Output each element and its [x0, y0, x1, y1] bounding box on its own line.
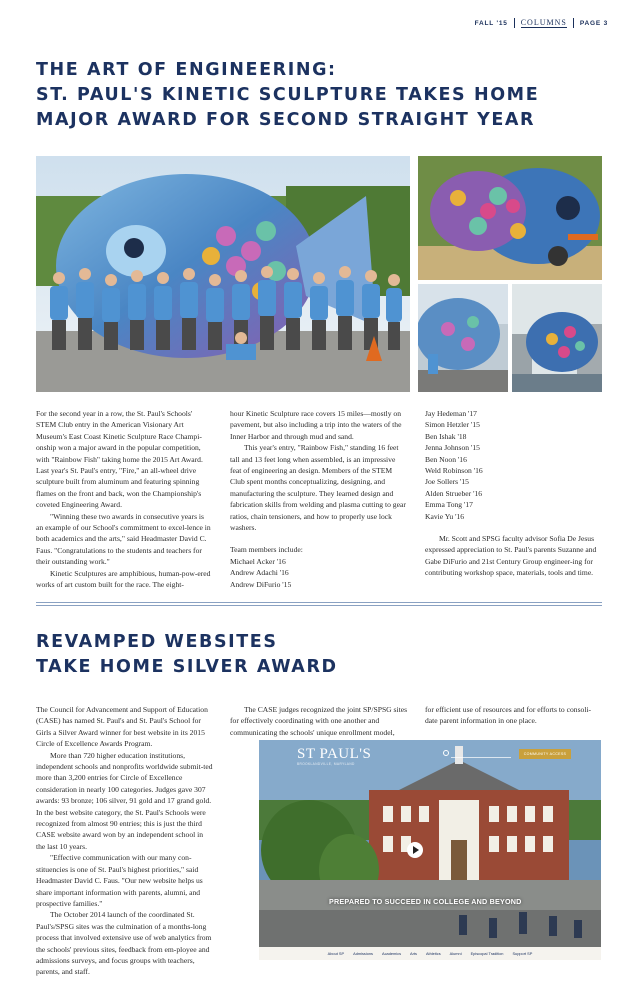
team-member: Andrew Adachi '16 [230, 568, 289, 578]
team-member: Joe Sollers '15 [425, 477, 469, 487]
search-icon[interactable] [443, 750, 449, 756]
community-access-button[interactable]: COMMUNITY ACCESS [519, 749, 571, 759]
paragraph: The Council for Advancement and Support of Education (CASE) has named St. Paul's and St. Paul's School for Girls a Silver Award winner for best website in its 2015 Circle of Excellence Awards Program. [36, 705, 208, 749]
paragraph: The CASE judges recognized the joint SP/SPSG sites for effectively coordinating with one another and communicating the schools' unique enrollment model, [230, 705, 408, 737]
team-heading: Team members include: [230, 545, 303, 555]
sculpture-harbor-photo [512, 284, 602, 392]
team-member: Ben Ishak '18 [425, 431, 467, 441]
team-member: Alden Strueber '16 [425, 488, 483, 498]
article2-title-line: TAKE HOME SILVER AWARD [36, 657, 338, 677]
team-photo [36, 156, 410, 392]
page-number: PAGE 3 [579, 19, 608, 27]
website-screenshot [259, 740, 601, 960]
article2-column-3 [425, 704, 603, 727]
team-member: Andrew DiFurio '15 [230, 579, 292, 589]
search-input[interactable] [451, 750, 511, 758]
article1-title [36, 58, 539, 133]
nav-item-academics[interactable]: Academics [382, 951, 402, 956]
article2-title-line: REVAMPED WEBSITES [36, 632, 278, 652]
nav-item-admissions[interactable]: Admissions [353, 951, 373, 956]
paragraph: Mr. Scott and SPSG faculty advisor Sofia De Jesus expressed appreciation to St. Paul's parents Suzanne and Gabe DiFurio and 21st Century Group engineer-ing for contributing workshop space, materials, tools and time. [425, 534, 597, 578]
website-tagline: PREPARED TO SUCCEED IN COLLEGE AND BEYOND [329, 897, 522, 906]
article1-title-line: MAJOR AWARD FOR SECOND STRAIGHT YEAR [36, 110, 536, 130]
team-member: Michael Acker '16 [230, 556, 286, 566]
article2-title [36, 630, 338, 680]
website-logo[interactable]: ST PAUL'S [297, 746, 372, 762]
issue-label: FALL '15 [474, 19, 508, 27]
nav-item-about[interactable]: About SP [327, 951, 345, 956]
header-separator [573, 18, 574, 28]
masthead: COLUMNS [520, 18, 567, 27]
nav-item-episcopal[interactable]: Episcopal Tradition [470, 951, 504, 956]
team-member: Emma Tong '17 [425, 500, 473, 510]
team-member: Simon Hetzler '15 [425, 420, 480, 430]
article2-column-1 [36, 704, 214, 978]
sculpture-side-photo [418, 284, 508, 392]
article1-title-line: THE ART OF ENGINEERING: [36, 60, 337, 80]
team-member: Ben Noon '16 [425, 454, 467, 464]
article1-column-3 [425, 408, 603, 579]
paragraph: "Winning these two awards in consecutive years is an example of our School's commitment to excel-lence in both academics and the arts," said Headmaster David C. Faus. "Congratulations to the students and teachers for their outstanding work." [36, 511, 211, 567]
paragraph: More than 720 higher education institutions, independent schools and nonprofits worldwide submit-ted more than 3,200 entries for Circle of Excellence consideration in nearly 100 categories. Judges gave 307 awards: 93 bronze; 106 silver, 91 gold and 17 grand gold. In the best website category, the St. Paul's Schools were recognized from almost 90 entries; this is just the third CASE website award won by an independent school in the last 10 years. [36, 750, 213, 851]
team-member: Jenna Johnson '15 [425, 443, 480, 453]
team-member: Jay Hedeman '17 [425, 409, 477, 418]
website-nav [259, 947, 601, 960]
team-member: Kavie Yu '16 [425, 511, 465, 521]
article1-column-1 [36, 408, 212, 591]
nav-item-alumni[interactable]: Alumni [449, 951, 462, 956]
article2-column-2 [230, 704, 408, 738]
header-separator [514, 18, 515, 28]
article1-title-line: ST. PAUL'S KINETIC SCULPTURE TAKES HOME [36, 85, 540, 105]
paragraph: For the second year in a row, the St. Paul's Schools' STEM Club entry in the American Visionary Art Museum's East Coast Kinetic Sculpture Race Champi-onship won a major award in the popular competition, with "Rainbow Fish" taking home the 2015 Art Award. Last year's St. Paul's entry, "Fire," an all-wheel drive sculpture built from aluminum and featuring spinning flames on the front and back, won the Championship's coveted Engineering Award. [36, 409, 203, 510]
nav-item-athletics[interactable]: Athletics [425, 951, 441, 956]
section-divider [36, 602, 602, 608]
paragraph: This year's entry, "Rainbow Fish," standing 16 feet tall and 13 feet long when assembled, is an impressive feat of engineering an design. Members of the STEM Club spent months conceptualizing, designing, and manufacturing the sculpture. They learned design and fabrication skills from welding and plasma cutting to gear ratios, chain tensioners, and how to properly use lock washers. [230, 443, 406, 533]
fish-closeup-photo [418, 156, 602, 280]
paragraph: "Effective communication with our many con-stituencies is one of St. Paul's highest priorities," said Headmaster David C. Faus. "Our new website helps us share important information with parents, alumni, and prospective families." [36, 853, 203, 908]
paragraph: hour Kinetic Sculpture race covers 15 miles—mostly on pavement, but also including a trip into the waters of the Inner Harbor and through mud and sand. [230, 409, 402, 441]
paragraph: for efficient use of resources and for efforts to consoli-date parent information in one place. [425, 705, 592, 726]
team-member: Weld Robinson '16 [425, 466, 483, 476]
article1-column-2 [230, 408, 408, 590]
page-header [475, 18, 608, 28]
paragraph: The October 2014 launch of the coordinated St. Paul's/SPSG sites was the culmination of a months-long process that involved extensive use of web analytics from the schools' previous sites, feedback from em-ployee and admissions surveys, and focus groups with teachers, parents, and staff. [36, 910, 212, 977]
play-icon[interactable] [407, 842, 423, 858]
paragraph: Kinetic Sculptures are amphibious, human-pow-ered works of art custom built for the race. The eight- [36, 568, 211, 590]
nav-item-arts[interactable]: Arts [410, 951, 417, 956]
website-logo-subtitle: BROOKLANDVILLE, MARYLAND [297, 762, 355, 766]
nav-item-support[interactable]: Support SP [512, 951, 533, 956]
